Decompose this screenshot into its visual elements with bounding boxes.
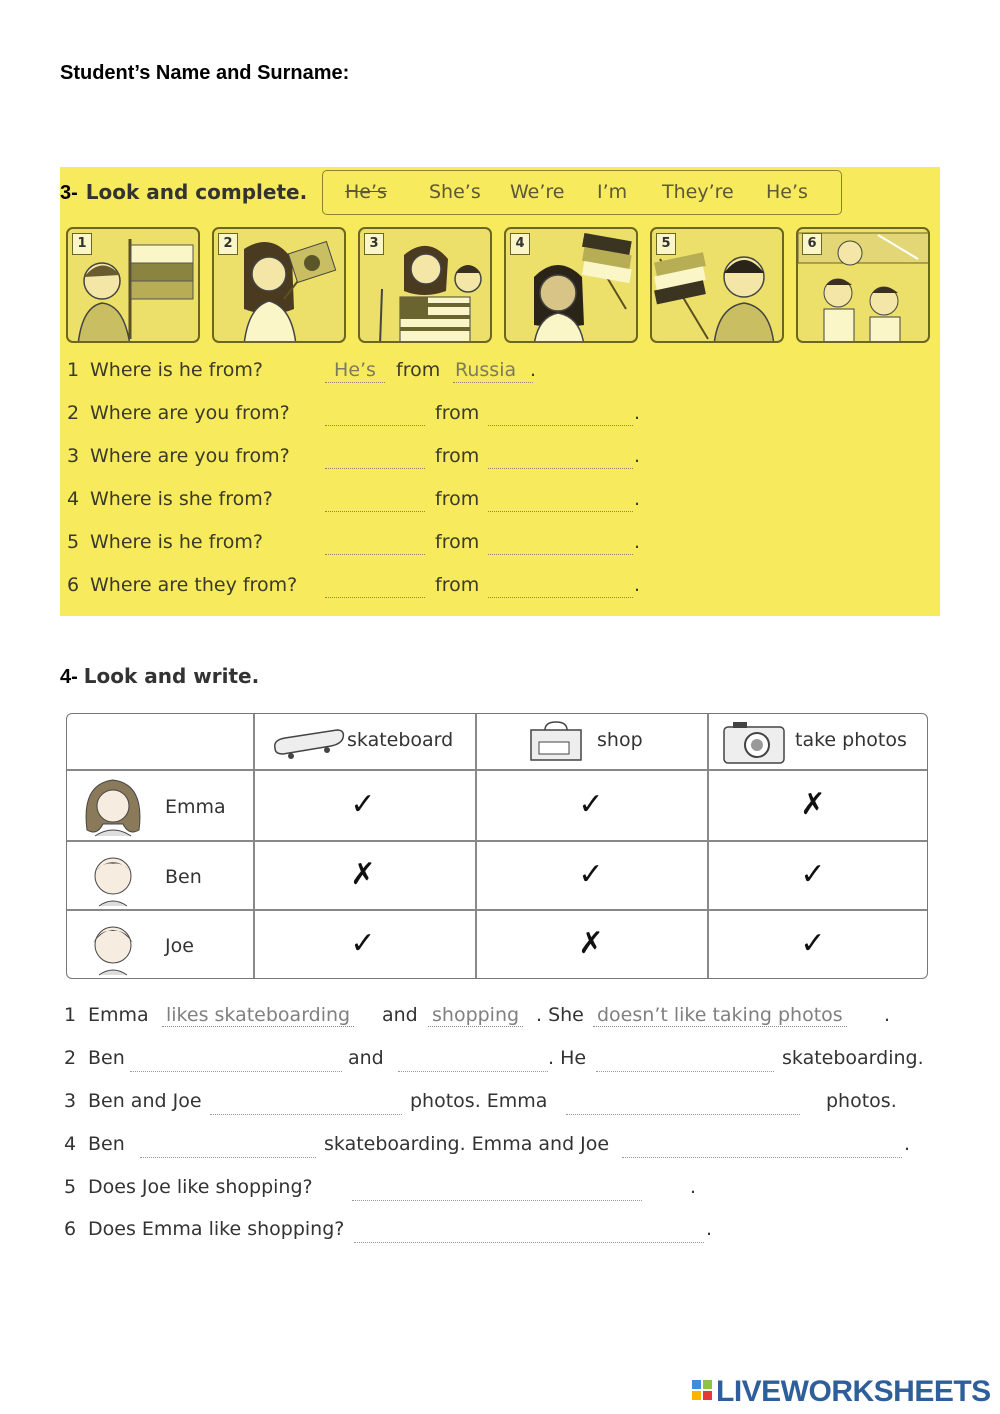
- sentence-text: .: [884, 1004, 891, 1026]
- row-label-emma: Emma: [165, 796, 226, 818]
- picture-number: 5: [656, 233, 676, 255]
- check-mark: ✓: [350, 787, 376, 822]
- answer-blank-1[interactable]: [325, 488, 425, 512]
- sentence-text: . She: [536, 1004, 584, 1026]
- from-word: from: [396, 359, 441, 381]
- sentence-text: photos.: [826, 1090, 897, 1112]
- word-bank-item: We’re: [510, 181, 565, 203]
- question-number: 3: [67, 445, 80, 467]
- exercise-3-title: [60, 180, 307, 205]
- question-row: [60, 398, 940, 428]
- answer-blank-2[interactable]: [488, 402, 633, 426]
- picture-2: [212, 227, 346, 343]
- question-text: Where is he from?: [90, 531, 263, 553]
- from-word: from: [435, 531, 480, 553]
- from-word: from: [435, 574, 480, 596]
- column-header-take-photos: [709, 714, 929, 768]
- check-mark: ✓: [578, 857, 604, 892]
- logo-squares-icon: [692, 1380, 714, 1404]
- writing-row-1: [0, 1002, 1000, 1036]
- sentence-text: Does Emma like shopping?: [88, 1218, 345, 1240]
- exercise-4-instruction: Look and write.: [83, 664, 260, 688]
- word-bank-item: He’s: [345, 181, 387, 203]
- question-row: [60, 484, 940, 514]
- divider: [67, 840, 927, 842]
- picture-number: 4: [510, 233, 530, 255]
- sentence-end: .: [634, 402, 641, 424]
- question-text: Where are they from?: [90, 574, 298, 596]
- row-number: 5: [64, 1176, 77, 1198]
- question-text: Where is he from?: [90, 359, 263, 381]
- answer-blank[interactable]: [566, 1114, 800, 1115]
- liveworksheets-logo: [692, 1375, 991, 1407]
- check-mark: ✓: [350, 926, 376, 961]
- sentence-text: .: [904, 1133, 911, 1155]
- answer-blank[interactable]: [596, 1071, 774, 1072]
- question-text: Where is she from?: [90, 488, 273, 510]
- exercise-4-number: 4-: [60, 666, 78, 688]
- divider: [67, 769, 927, 771]
- boy-face-icon: [73, 844, 153, 908]
- sentence-text: photos. Emma: [410, 1090, 548, 1112]
- picture-3: [358, 227, 492, 343]
- word-bank-item: He’s: [766, 181, 808, 203]
- answer-blank[interactable]: [130, 1071, 342, 1072]
- picture-number: 2: [218, 233, 238, 255]
- check-mark: ✓: [578, 787, 604, 822]
- sentence-text: Ben and Joe: [88, 1090, 202, 1112]
- likes-table: [66, 713, 928, 979]
- sentence-end: .: [634, 488, 641, 510]
- question-number: 2: [67, 402, 80, 424]
- sentence-text: Ben: [88, 1047, 125, 1069]
- divider: [67, 909, 927, 911]
- answer-blank[interactable]: [354, 1242, 704, 1243]
- writing-row-2: [0, 1045, 1000, 1079]
- row-number: 6: [64, 1218, 77, 1240]
- answer-blank-2[interactable]: [488, 574, 633, 598]
- answer-blank-2[interactable]: [488, 531, 633, 555]
- sentence-text: Does Joe like shopping?: [88, 1176, 313, 1198]
- girl-face-icon: [73, 774, 153, 838]
- answer-blank-1[interactable]: [325, 402, 425, 426]
- question-row: [60, 527, 940, 557]
- question-row: [60, 355, 940, 385]
- word-bank: [322, 170, 842, 215]
- writing-row-6: [0, 1216, 1000, 1250]
- sentence-end: .: [530, 359, 537, 381]
- exercise-4-title: [60, 664, 259, 689]
- student-name-label: Student’s Name and Surname:: [60, 62, 350, 84]
- question-number: 4: [67, 488, 80, 510]
- from-word: from: [435, 402, 480, 424]
- sentence-text: .: [706, 1218, 713, 1240]
- picture-4: [504, 227, 638, 343]
- answer-blank[interactable]: [398, 1071, 548, 1072]
- question-number: 1: [67, 359, 80, 381]
- question-text: Where are you from?: [90, 445, 290, 467]
- exercise-3-number: 3-: [60, 182, 78, 204]
- row-label-ben: Ben: [165, 866, 202, 888]
- word-bank-item: She’s: [429, 181, 481, 203]
- logo-text: LIVEWORKSHEETS: [716, 1375, 991, 1408]
- answer-blank[interactable]: shopping: [428, 1004, 523, 1027]
- writing-row-5: [0, 1174, 1000, 1208]
- picture-strip: [66, 227, 934, 345]
- check-mark: ✓: [800, 857, 826, 892]
- row-label-joe: Joe: [165, 935, 194, 957]
- sentence-end: .: [634, 445, 641, 467]
- from-word: from: [435, 488, 480, 510]
- picture-number: 1: [72, 233, 92, 255]
- picture-5: [650, 227, 784, 343]
- answer-blank-1[interactable]: He’s: [325, 359, 385, 383]
- answer-blank[interactable]: likes skateboarding: [162, 1004, 354, 1027]
- sentence-text: Emma: [88, 1004, 149, 1026]
- row-number: 2: [64, 1047, 77, 1069]
- answer-blank-2[interactable]: [488, 445, 633, 469]
- answer-blank[interactable]: [622, 1157, 902, 1158]
- answer-blank-1[interactable]: [325, 445, 425, 469]
- answer-blank-2[interactable]: [488, 488, 633, 512]
- sentence-text: .: [690, 1176, 697, 1198]
- check-mark: ✓: [800, 926, 826, 961]
- skateboard-icon: [271, 726, 347, 760]
- exercise-3-panel: [60, 167, 940, 616]
- answer-blank-1[interactable]: [325, 531, 425, 555]
- answer-blank[interactable]: [140, 1157, 316, 1158]
- writing-row-3: [0, 1088, 1000, 1122]
- column-header-skateboard: [255, 714, 475, 768]
- question-text: Where are you from?: [90, 402, 290, 424]
- word-bank-item: I’m: [597, 181, 628, 203]
- question-row: [60, 570, 940, 600]
- sentence-text: . He: [548, 1047, 587, 1069]
- row-number: 3: [64, 1090, 77, 1112]
- answer-blank-2[interactable]: Russia: [453, 359, 533, 383]
- column-label: skateboard: [347, 729, 454, 751]
- sentence-text: and: [382, 1004, 418, 1026]
- column-label: take photos: [795, 729, 907, 751]
- camera-icon: [721, 719, 787, 765]
- column-header-shop: [477, 714, 707, 768]
- sentence-text: and: [348, 1047, 384, 1069]
- picture-number: 3: [364, 233, 384, 255]
- cross-mark: ✗: [350, 857, 376, 892]
- word-bank-item: They’re: [662, 181, 734, 203]
- answer-blank[interactable]: [210, 1114, 402, 1115]
- writing-row-4: [0, 1131, 1000, 1165]
- exercise-3-instruction: Look and complete.: [85, 180, 308, 204]
- picture-number: 6: [802, 233, 822, 255]
- picture-6: [796, 227, 930, 343]
- cross-mark: ✗: [800, 787, 826, 822]
- question-row: [60, 441, 940, 471]
- answer-blank[interactable]: [352, 1200, 642, 1201]
- row-number: 4: [64, 1133, 77, 1155]
- question-number: 5: [67, 531, 80, 553]
- sentence-end: .: [634, 531, 641, 553]
- row-number: 1: [64, 1004, 77, 1026]
- answer-blank[interactable]: doesn’t like taking photos: [593, 1004, 847, 1027]
- question-number: 6: [67, 574, 80, 596]
- sentence-end: .: [634, 574, 641, 596]
- sentence-text: skateboarding.: [782, 1047, 924, 1069]
- boy-face-icon: [73, 913, 153, 977]
- cross-mark: ✗: [578, 926, 604, 961]
- picture-1: [66, 227, 200, 343]
- from-word: from: [435, 445, 480, 467]
- shopping-bag-icon: [525, 720, 587, 764]
- sentence-text: Ben: [88, 1133, 125, 1155]
- sentence-text: skateboarding. Emma and Joe: [324, 1133, 610, 1155]
- answer-blank-1[interactable]: [325, 574, 425, 598]
- column-label: shop: [597, 729, 643, 751]
